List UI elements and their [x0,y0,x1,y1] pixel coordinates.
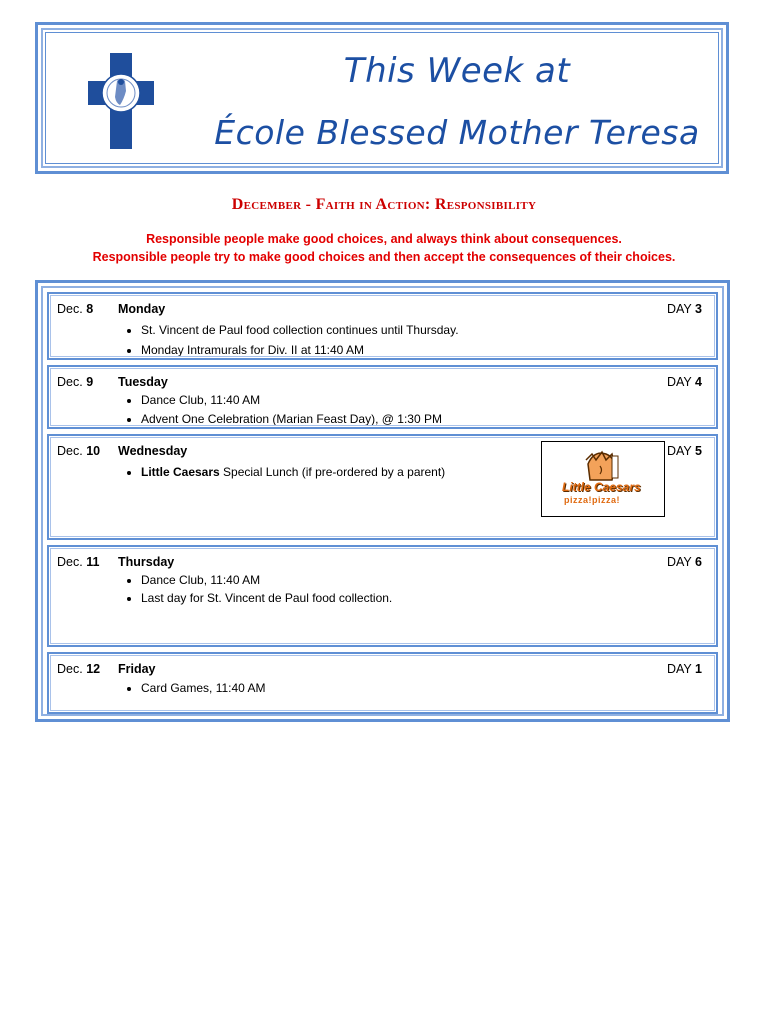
theme-message-2: Responsible people try to make good choices and then accept the consequences of their choices. [92,250,676,264]
event-list [119,571,392,607]
list-item: • Monday Intramurals for Div. II at 11:40 AM [141,340,459,360]
header-inner-border-2 [45,32,719,164]
page-title-line-2: École Blessed Mother Teresa [214,113,700,152]
school-day-number: DAY 4 [667,375,702,389]
day-date: Dec. 10 [57,444,101,458]
page-title-line-1: This Week at [343,51,571,91]
list-item: • Little Caesars Special Lunch (if pre-ordered by a parent) [141,462,445,482]
event-list [119,391,442,429]
day-entry-wednesday [47,434,718,540]
weekly-schedule [35,280,730,722]
event-list [119,320,459,360]
event-list [119,678,266,698]
school-day-number: DAY 1 [667,662,702,676]
day-name: Monday [118,302,166,316]
list-item: • Last day for St. Vincent de Paul food collection. [141,589,392,607]
little-caesars-brand-text: Little Caesars [562,480,641,494]
day-name: Thursday [118,555,175,569]
school-cross-crest-icon [86,51,156,151]
day-entry-monday [47,292,718,360]
little-caesars-tagline-text: pizza!pizza! [564,495,621,505]
list-item: • Dance Club, 11:40 AM [141,391,442,410]
school-day-number: DAY 5 [667,444,702,458]
day-date: Dec. 8 [57,302,94,316]
day-entry-tuesday [47,365,718,429]
monthly-theme-heading: December - Faith in Action: Responsibility [231,196,537,213]
day-name: Wednesday [118,444,188,458]
school-day-number: DAY 6 [667,555,702,569]
day-entry-friday [47,652,718,714]
theme-message-1: Responsible people make good choices, and always think about consequences. [146,232,622,246]
list-item: • St. Vincent de Paul food collection continues until Thursday. [141,320,459,340]
little-caesars-logo-image [541,441,665,517]
school-day-number: DAY 3 [667,302,702,316]
list-item: • Advent One Celebration (Marian Feast Day), @ 1:30 PM [141,410,442,429]
header-inner-border [41,28,723,168]
day-entry-thursday [47,545,718,647]
day-date: Dec. 12 [57,662,101,676]
day-name: Tuesday [118,375,168,389]
day-date: Dec. 11 [57,555,100,569]
event-list [119,462,445,482]
list-item: • Card Games, 11:40 AM [141,678,266,698]
header-banner [35,22,729,174]
day-date: Dec. 9 [57,375,94,389]
list-item: • Dance Club, 11:40 AM [141,571,392,589]
day-name: Friday [118,662,156,676]
schedule-inner-border [41,286,724,716]
